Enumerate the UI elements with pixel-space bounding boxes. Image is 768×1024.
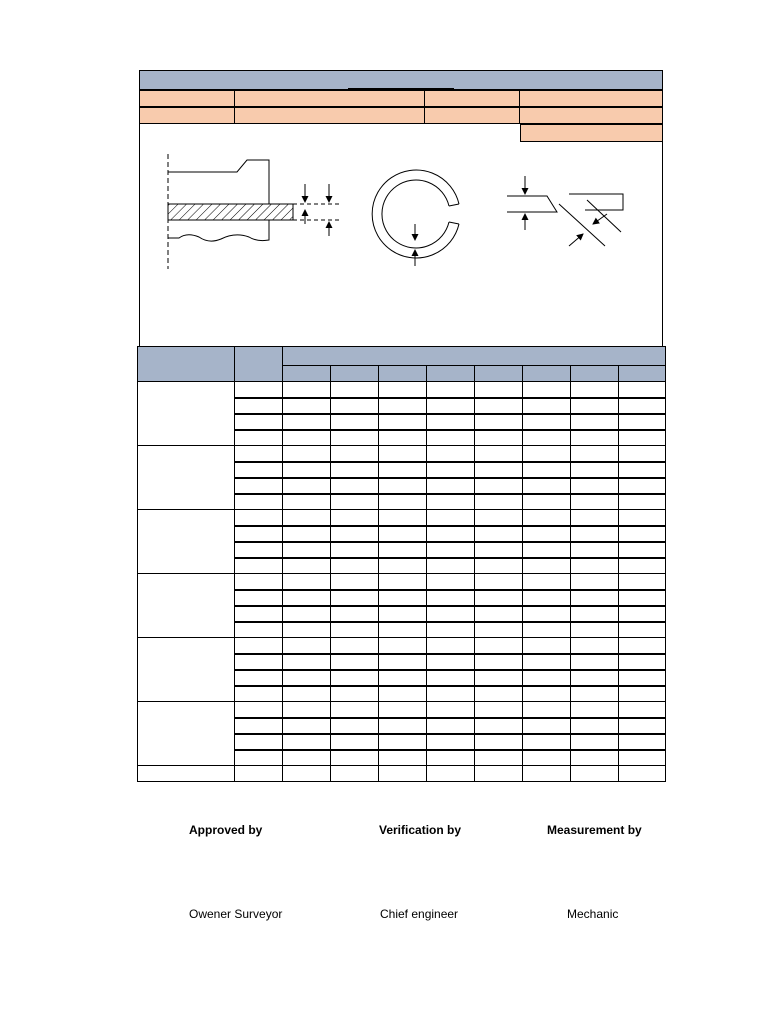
group-label-cell[interactable] xyxy=(138,574,235,638)
measurement-column-header xyxy=(331,366,379,382)
measurement-cell[interactable] xyxy=(571,702,619,718)
group-label-cell[interactable] xyxy=(138,382,235,446)
measurement-cell[interactable] xyxy=(523,414,571,430)
position-cell[interactable] xyxy=(235,686,283,702)
measurement-cell[interactable] xyxy=(331,590,379,606)
measurement-cell[interactable] xyxy=(379,606,427,622)
measurement-cell[interactable] xyxy=(379,718,427,734)
info-cell[interactable] xyxy=(139,90,235,107)
measurement-cell[interactable] xyxy=(571,414,619,430)
measurement-cell[interactable] xyxy=(475,590,523,606)
measurement-cell[interactable] xyxy=(427,654,475,670)
measurement-cell[interactable] xyxy=(283,414,331,430)
measurement-cell[interactable] xyxy=(331,494,379,510)
position-cell[interactable] xyxy=(235,510,283,526)
measurement-cell[interactable] xyxy=(427,718,475,734)
measurement-cell[interactable] xyxy=(427,398,475,414)
measurement-cell[interactable] xyxy=(571,510,619,526)
measurement-cell[interactable] xyxy=(379,750,427,766)
measurement-cell[interactable] xyxy=(619,430,666,446)
measurement-cell[interactable] xyxy=(619,590,666,606)
measurement-cell[interactable] xyxy=(331,622,379,638)
measurement-column-header xyxy=(571,366,619,382)
measurement-cell[interactable] xyxy=(331,638,379,654)
measurement-cell[interactable] xyxy=(619,382,666,398)
measurement-cell[interactable] xyxy=(379,670,427,686)
measurement-cell[interactable] xyxy=(331,702,379,718)
measurement-cell[interactable] xyxy=(331,542,379,558)
measurement-cell[interactable] xyxy=(523,494,571,510)
measurement-cell[interactable] xyxy=(379,542,427,558)
measurement-column-header xyxy=(283,366,331,382)
measurement-cell[interactable] xyxy=(475,686,523,702)
measurement-cell[interactable] xyxy=(283,734,331,750)
position-cell[interactable] xyxy=(235,606,283,622)
measurement-cell[interactable] xyxy=(379,494,427,510)
measurement-cell[interactable] xyxy=(427,478,475,494)
measurement-cell[interactable] xyxy=(331,462,379,478)
position-cell[interactable] xyxy=(235,574,283,590)
measurement-cell[interactable] xyxy=(571,686,619,702)
position-cell[interactable] xyxy=(235,430,283,446)
measurement-cell[interactable] xyxy=(379,574,427,590)
table-footer-row xyxy=(138,766,666,782)
measurement-cell[interactable] xyxy=(619,558,666,574)
measurement-cell[interactable] xyxy=(523,686,571,702)
measurement-cell[interactable] xyxy=(571,638,619,654)
measurement-cell[interactable] xyxy=(619,654,666,670)
measurement-cell[interactable] xyxy=(283,590,331,606)
measurement-cell[interactable] xyxy=(379,638,427,654)
table-header-position xyxy=(235,347,283,382)
measurement-cell[interactable] xyxy=(427,558,475,574)
measurement-cell[interactable] xyxy=(283,494,331,510)
measurement-cell[interactable] xyxy=(571,574,619,590)
measurement-cell[interactable] xyxy=(475,558,523,574)
measurement-cell[interactable] xyxy=(379,526,427,542)
position-cell[interactable] xyxy=(235,638,283,654)
measurement-cell[interactable] xyxy=(427,574,475,590)
footer-cell[interactable] xyxy=(331,766,379,782)
measurement-cell[interactable] xyxy=(619,638,666,654)
measurement-cell[interactable] xyxy=(523,606,571,622)
measurement-cell[interactable] xyxy=(283,510,331,526)
group-label-cell[interactable] xyxy=(138,702,235,766)
measurement-cell[interactable] xyxy=(571,462,619,478)
measurement-cell[interactable] xyxy=(427,606,475,622)
measurement-cell[interactable] xyxy=(523,558,571,574)
footer-cell[interactable] xyxy=(283,766,331,782)
measurement-column-header xyxy=(619,366,666,382)
measurement-column-header xyxy=(523,366,571,382)
measurement-cell[interactable] xyxy=(571,446,619,462)
position-cell[interactable] xyxy=(235,670,283,686)
measurement-cell[interactable] xyxy=(475,670,523,686)
position-cell[interactable] xyxy=(235,590,283,606)
measurement-cell[interactable] xyxy=(523,574,571,590)
measurement-cell[interactable] xyxy=(475,750,523,766)
measurement-cell[interactable] xyxy=(283,430,331,446)
gap-detail-drawing xyxy=(507,176,623,246)
table-row xyxy=(138,382,666,398)
measurement-cell[interactable] xyxy=(619,414,666,430)
position-cell[interactable] xyxy=(235,734,283,750)
measurement-cell[interactable] xyxy=(331,558,379,574)
position-cell[interactable] xyxy=(235,718,283,734)
position-cell[interactable] xyxy=(235,494,283,510)
footer-cell[interactable] xyxy=(138,766,235,782)
measurement-cell[interactable] xyxy=(427,702,475,718)
measurement-cell[interactable] xyxy=(331,414,379,430)
measurement-cell[interactable] xyxy=(619,510,666,526)
measurement-column-header xyxy=(427,366,475,382)
measurement-cell[interactable] xyxy=(523,702,571,718)
measurement-cell[interactable] xyxy=(379,382,427,398)
table-row xyxy=(138,638,666,654)
position-cell[interactable] xyxy=(235,542,283,558)
footer-cell[interactable] xyxy=(235,766,283,782)
info-cell[interactable] xyxy=(519,107,663,124)
measurement-cell[interactable] xyxy=(331,526,379,542)
measurement-cell[interactable] xyxy=(619,526,666,542)
measurement-cell[interactable] xyxy=(571,622,619,638)
measurement-table-wrap xyxy=(137,346,666,782)
measurement-cell[interactable] xyxy=(523,590,571,606)
measurement-cell[interactable] xyxy=(571,750,619,766)
measurement-cell[interactable] xyxy=(475,494,523,510)
measurement-cell[interactable] xyxy=(427,430,475,446)
measurement-cell[interactable] xyxy=(475,542,523,558)
position-cell[interactable] xyxy=(235,382,283,398)
measurement-cell[interactable] xyxy=(427,494,475,510)
position-cell[interactable] xyxy=(235,558,283,574)
measurement-cell[interactable] xyxy=(523,734,571,750)
measurement-cell[interactable] xyxy=(571,478,619,494)
measurement-cell[interactable] xyxy=(283,574,331,590)
measurement-cell[interactable] xyxy=(427,382,475,398)
info-cell[interactable] xyxy=(234,107,426,124)
measurement-cell[interactable] xyxy=(571,718,619,734)
measurement-cell[interactable] xyxy=(571,526,619,542)
table-row xyxy=(138,446,666,462)
measurement-cell[interactable] xyxy=(283,718,331,734)
measurement-cell[interactable] xyxy=(619,606,666,622)
measurement-cell[interactable] xyxy=(283,526,331,542)
measurement-cell[interactable] xyxy=(379,734,427,750)
measurement-cell[interactable] xyxy=(379,398,427,414)
measurement-cell[interactable] xyxy=(331,398,379,414)
measurement-cell[interactable] xyxy=(283,670,331,686)
measurement-cell[interactable] xyxy=(427,670,475,686)
footer-cell[interactable] xyxy=(475,766,523,782)
measurement-cell[interactable] xyxy=(523,622,571,638)
measurement-cell[interactable] xyxy=(475,382,523,398)
measurement-cell[interactable] xyxy=(283,542,331,558)
info-cell[interactable] xyxy=(424,107,520,124)
measurement-cell[interactable] xyxy=(379,478,427,494)
measurement-cell[interactable] xyxy=(283,622,331,638)
measurement-cell[interactable] xyxy=(619,622,666,638)
measurement-cell[interactable] xyxy=(427,526,475,542)
measurement-cell[interactable] xyxy=(331,446,379,462)
measurement-cell[interactable] xyxy=(331,478,379,494)
position-cell[interactable] xyxy=(235,398,283,414)
groove-section-drawing xyxy=(168,154,339,269)
measurement-cell[interactable] xyxy=(283,382,331,398)
measurement-cell[interactable] xyxy=(475,574,523,590)
measurement-cell[interactable] xyxy=(619,750,666,766)
measurement-cell[interactable] xyxy=(283,750,331,766)
measurement-cell[interactable] xyxy=(571,558,619,574)
measurement-cell[interactable] xyxy=(283,654,331,670)
footer-cell[interactable] xyxy=(523,766,571,782)
measurement-cell[interactable] xyxy=(475,702,523,718)
measurement-cell[interactable] xyxy=(523,526,571,542)
measurement-column-header xyxy=(475,366,523,382)
measurement-cell[interactable] xyxy=(379,446,427,462)
measurement-cell[interactable] xyxy=(475,446,523,462)
measurement-cell[interactable] xyxy=(523,430,571,446)
table-row xyxy=(138,510,666,526)
measurement-cell[interactable] xyxy=(571,654,619,670)
measurement-cell[interactable] xyxy=(475,606,523,622)
measurement-cell[interactable] xyxy=(475,398,523,414)
measurement-cell[interactable] xyxy=(283,638,331,654)
position-cell[interactable] xyxy=(235,750,283,766)
measurement-cell[interactable] xyxy=(379,590,427,606)
piston-ring-drawing xyxy=(372,170,459,266)
measurement-cell[interactable] xyxy=(523,542,571,558)
measurement-cell[interactable] xyxy=(475,510,523,526)
measurement-cell[interactable] xyxy=(523,718,571,734)
position-cell[interactable] xyxy=(235,478,283,494)
measurement-cell[interactable] xyxy=(475,654,523,670)
measurement-cell[interactable] xyxy=(475,414,523,430)
measurement-cell[interactable] xyxy=(379,510,427,526)
measurement-cell[interactable] xyxy=(619,494,666,510)
measurement-cell[interactable] xyxy=(331,382,379,398)
measurement-cell[interactable] xyxy=(427,622,475,638)
measurement-cell[interactable] xyxy=(475,430,523,446)
measurement-cell[interactable] xyxy=(571,494,619,510)
measurement-cell[interactable] xyxy=(331,718,379,734)
measurement-cell[interactable] xyxy=(379,622,427,638)
measurement-cell[interactable] xyxy=(427,734,475,750)
measurement-table xyxy=(137,346,666,782)
measurement-cell[interactable] xyxy=(283,702,331,718)
measurement-cell[interactable] xyxy=(475,734,523,750)
measurement-cell[interactable] xyxy=(571,542,619,558)
measurement-cell[interactable] xyxy=(571,606,619,622)
measurement-cell[interactable] xyxy=(379,558,427,574)
measurement-cell[interactable] xyxy=(619,542,666,558)
approved-by-label: Approved by xyxy=(189,823,263,837)
verification-by-label: Verification by xyxy=(379,823,462,837)
measurement-cell[interactable] xyxy=(619,702,666,718)
measurement-cell[interactable] xyxy=(619,718,666,734)
position-cell[interactable] xyxy=(235,702,283,718)
measurement-cell[interactable] xyxy=(523,638,571,654)
measurement-cell[interactable] xyxy=(379,686,427,702)
measurement-cell[interactable] xyxy=(475,526,523,542)
measurement-cell[interactable] xyxy=(571,398,619,414)
measurement-cell[interactable] xyxy=(331,574,379,590)
info-cell[interactable] xyxy=(424,90,520,107)
verification-by-name: Chief engineer xyxy=(380,907,459,921)
measurement-cell[interactable] xyxy=(475,462,523,478)
group-label-cell[interactable] xyxy=(138,510,235,574)
measurement-cell[interactable] xyxy=(427,750,475,766)
ring-gap-diagram xyxy=(139,124,663,348)
measurement-cell[interactable] xyxy=(427,638,475,654)
measurement-cell[interactable] xyxy=(427,542,475,558)
group-label-cell[interactable] xyxy=(138,446,235,510)
measurement-cell[interactable] xyxy=(523,398,571,414)
measurement-cell[interactable] xyxy=(427,462,475,478)
measurement-cell[interactable] xyxy=(331,654,379,670)
measurement-cell[interactable] xyxy=(571,670,619,686)
measurement-cell[interactable] xyxy=(379,430,427,446)
footer-cell[interactable] xyxy=(571,766,619,782)
measurement-cell[interactable] xyxy=(619,670,666,686)
measurement-cell[interactable] xyxy=(427,510,475,526)
measurement-cell[interactable] xyxy=(523,382,571,398)
position-cell[interactable] xyxy=(235,446,283,462)
measurement-cell[interactable] xyxy=(571,590,619,606)
measurement-cell[interactable] xyxy=(331,670,379,686)
position-cell[interactable] xyxy=(235,414,283,430)
measurement-cell[interactable] xyxy=(523,446,571,462)
measurement-cell[interactable] xyxy=(283,686,331,702)
measurement-cell[interactable] xyxy=(475,718,523,734)
measurement-cell[interactable] xyxy=(331,750,379,766)
footer-cell[interactable] xyxy=(427,766,475,782)
position-cell[interactable] xyxy=(235,462,283,478)
measurement-cell[interactable] xyxy=(283,446,331,462)
measurement-cell[interactable] xyxy=(331,510,379,526)
measurement-cell[interactable] xyxy=(379,414,427,430)
measurement-cell[interactable] xyxy=(571,382,619,398)
measurement-cell[interactable] xyxy=(619,574,666,590)
position-cell[interactable] xyxy=(235,654,283,670)
approved-by-name: Owener Surveyor xyxy=(189,907,283,921)
measurement-cell[interactable] xyxy=(427,590,475,606)
measurement-cell[interactable] xyxy=(523,462,571,478)
measurement-by-label: Measurement by xyxy=(547,823,642,837)
info-row-2 xyxy=(139,107,663,124)
measurement-cell[interactable] xyxy=(283,558,331,574)
position-cell[interactable] xyxy=(235,622,283,638)
table-row xyxy=(138,574,666,590)
measurement-column-header xyxy=(379,366,427,382)
measurement-cell[interactable] xyxy=(619,478,666,494)
table-header-item xyxy=(138,347,235,382)
measurement-cell[interactable] xyxy=(619,446,666,462)
measurement-cell[interactable] xyxy=(331,606,379,622)
measurement-by-name: Mechanic xyxy=(567,907,619,921)
measurement-cell[interactable] xyxy=(475,638,523,654)
measurement-cell[interactable] xyxy=(379,654,427,670)
measurement-cell[interactable] xyxy=(619,462,666,478)
footer-cell[interactable] xyxy=(619,766,666,782)
measurement-cell[interactable] xyxy=(523,670,571,686)
info-cell[interactable] xyxy=(519,90,663,107)
measurement-cell[interactable] xyxy=(427,446,475,462)
measurement-cell[interactable] xyxy=(619,398,666,414)
measurement-cell[interactable] xyxy=(283,462,331,478)
measurement-cell[interactable] xyxy=(523,478,571,494)
measurement-cell[interactable] xyxy=(379,462,427,478)
measurement-cell[interactable] xyxy=(475,622,523,638)
table-row xyxy=(138,702,666,718)
measurement-cell[interactable] xyxy=(379,702,427,718)
measurement-cell[interactable] xyxy=(475,478,523,494)
table-header-measurements xyxy=(283,347,666,366)
measurement-cell[interactable] xyxy=(427,414,475,430)
measurement-cell[interactable] xyxy=(331,430,379,446)
info-cell[interactable] xyxy=(139,107,235,124)
measurement-cell[interactable] xyxy=(283,478,331,494)
form-title-bar xyxy=(139,70,663,90)
measurement-cell[interactable] xyxy=(283,398,331,414)
measurement-cell[interactable] xyxy=(571,430,619,446)
measurement-cell[interactable] xyxy=(571,734,619,750)
position-cell[interactable] xyxy=(235,526,283,542)
measurement-cell[interactable] xyxy=(427,686,475,702)
measurement-cell[interactable] xyxy=(619,686,666,702)
measurement-cell[interactable] xyxy=(619,734,666,750)
measurement-cell[interactable] xyxy=(283,606,331,622)
footer-cell[interactable] xyxy=(379,766,427,782)
measurement-cell[interactable] xyxy=(523,510,571,526)
measurement-cell[interactable] xyxy=(523,750,571,766)
measurement-cell[interactable] xyxy=(523,654,571,670)
info-cell[interactable] xyxy=(234,90,426,107)
info-row-1 xyxy=(139,90,663,107)
measurement-cell[interactable] xyxy=(331,734,379,750)
measurement-cell[interactable] xyxy=(331,686,379,702)
group-label-cell[interactable] xyxy=(138,638,235,702)
